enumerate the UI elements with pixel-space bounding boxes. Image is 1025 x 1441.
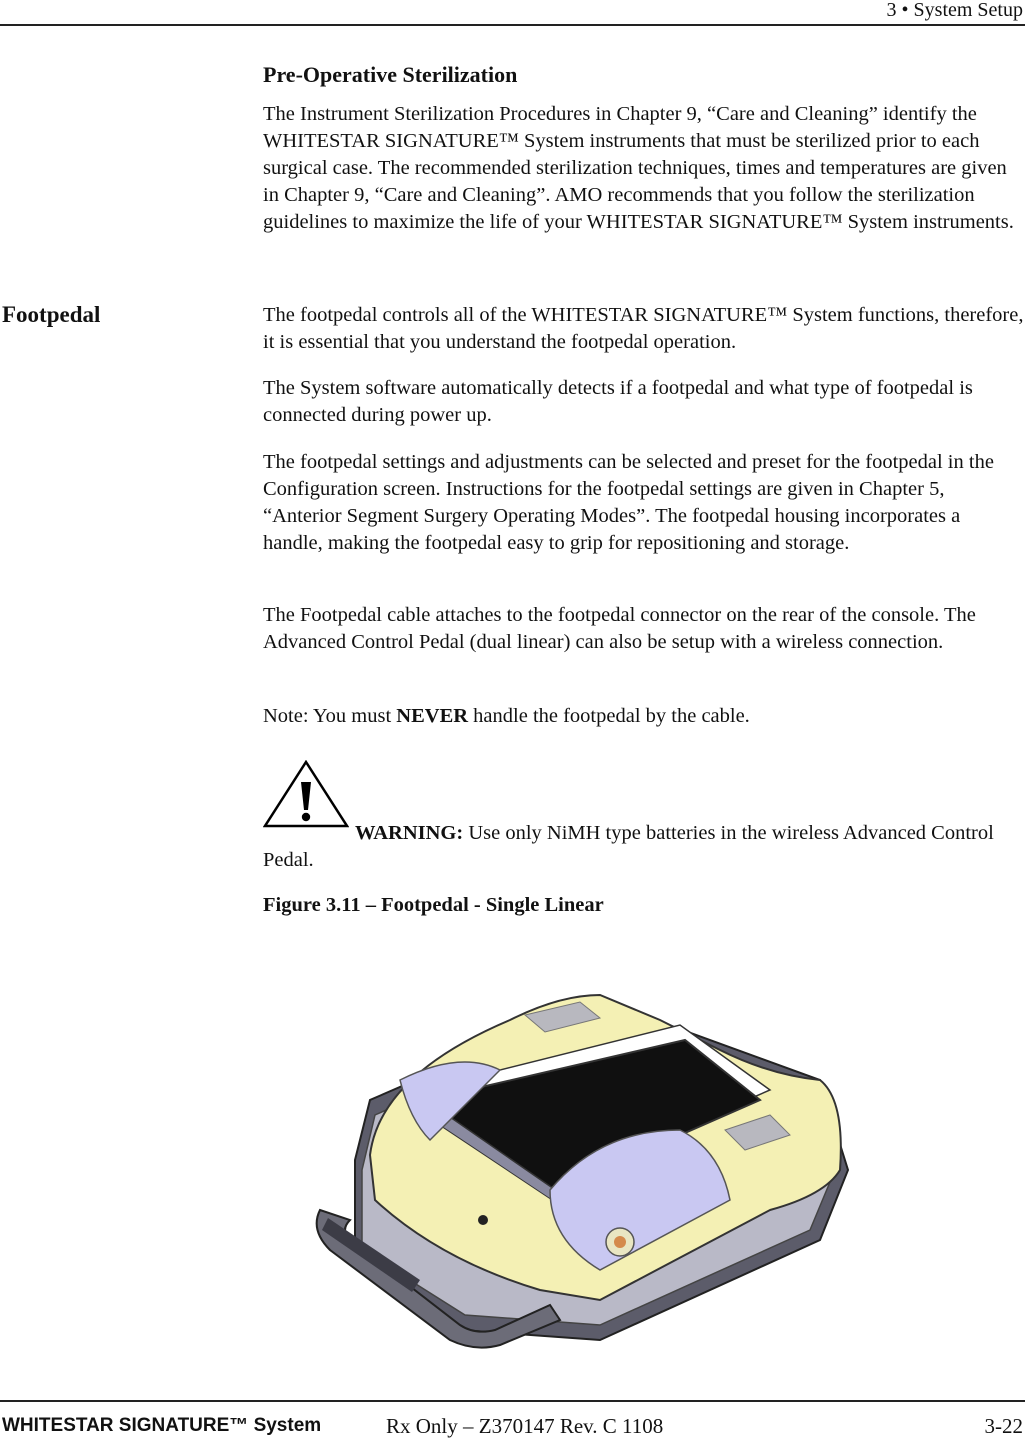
footpedal-heading: Footpedal [2,302,101,327]
note-prefix: Note: You must [263,705,397,727]
footpedal-p1-block [263,302,1025,356]
footpedal-p2: The System software automatically detects if a footpedal and what type of footpedal is connected during power up. [263,377,973,426]
footer-product: WHITESTAR SIGNATURE™ System [2,1415,322,1436]
warning-block [263,820,1025,874]
warning-body: Use only NiMH type batteries in the wireless Advanced Control Pedal. [263,822,994,871]
footpedal-p4-block [263,602,1025,656]
note-text [263,703,1025,730]
figure-caption: Figure 3.11 – Footpedal - Single Linear [263,894,604,916]
footer-rule [0,1400,1025,1402]
footpedal-p3-block [263,449,1025,557]
note-block [263,703,1025,730]
note-bold: NEVER [396,705,469,727]
page-number: 3-22 [984,1414,1023,1438]
footpedal-p2-block [263,375,1025,429]
note-suffix: handle the footpedal by the cable. [468,705,750,727]
sterilization-text: The Instrument Sterilization Procedures in Chapter 9, “Care and Cleaning” identify the WHITESTAR SIGNATURE™ System instruments that must be sterilized prior to each surgical case. The recommended sterilization techniques, times and temperatures are given in Chapter 9, “Care and Cleaning”. AMO recommends that you follow the sterilization guidelines to maximize the life of your WHITESTAR SIGNATURE™ System instruments. [263,103,1014,233]
running-header: 3 • System Setup [886,0,1023,21]
footer-doc-id: Rx Only – Z370147 Rev. C 1108 [386,1414,664,1438]
footpedal-illustration [300,980,860,1360]
footpedal-p4: The Footpedal cable attaches to the footpedal connector on the rear of the console. The Advanced Control Pedal (dual linear) can also be setup with a wireless connection. [263,604,976,653]
header-rule [0,24,1025,26]
warning-label: WARNING: [355,822,464,844]
warning-text [263,820,1025,874]
sterilization-paragraph [263,101,1025,236]
footpedal-p1: The footpedal controls all of the WHITESTAR SIGNATURE™ System functions, therefore, it is essential that you understand the footpedal operation. [263,304,1024,353]
footpedal-p3: The footpedal settings and adjustments can be selected and preset for the footpedal in the Configuration screen. Instructions for the footpedal settings are given in Chapter 5, “Anterior Segment Surgery Operating Modes”. The footpedal housing incorporates a handle, making the footpedal easy to grip for repositioning and storage. [263,451,994,554]
section-title: Pre-Operative Sterilization [263,62,518,87]
